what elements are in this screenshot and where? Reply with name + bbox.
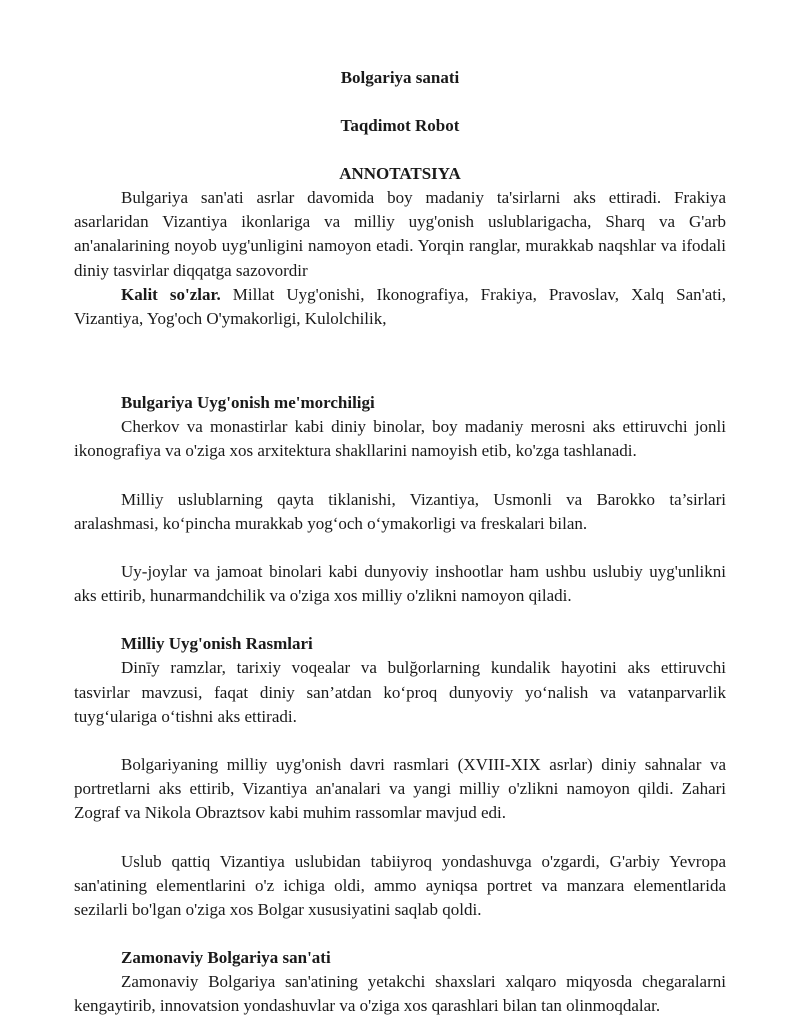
abstract-text: Bulgariya san'ati asrlar davomida boy madaniy ta'sirlarni aks ettiradi. Frakiya asarlaridan Vizantiya ikonlariga va milliy uyg'onish uslublarigacha, Sharq va G'arb an'analarining noyob uyg'unligini namoyon etadi. Yorqin ranglar, murakkab naqshlar va ifodali diniy tasvirlar diqqatga sazovordir — [74, 188, 726, 280]
section-heading-zamonaviy-sanat: Zamonaviy Bolgariya san'ati — [121, 948, 331, 968]
paragraph: Bolgariyaning milliy uyg'onish davri rasmlari (XVIII-XIX asrlar) diniy sahnalar va portretlarni aks ettirib, Vizantiya an'analari va yangi milliy o'zlikni namoyon qildi. Zahari Zograf va Nikola Obraztsov kabi muhim rassomlar mavjud edi. — [74, 755, 726, 823]
keywords-text: Millat Uyg'onishi, Ikonografiya, Frakiya, Pravoslav, Xalq San'ati, Vizantiya, Yog'och O'ymakorligi, Kulolchilik, — [74, 284, 726, 329]
paragraph: Zamonaviy Bolgariya san'atining yetakchi shaxslari xalqaro miqyosda chegaralarni kengaytirib, innovatsion yondashuvlar va o'ziga xos qarashlari bilan tan olinmoqdalar. — [74, 972, 726, 1016]
document-author: Taqdimot Robot — [340, 116, 460, 135]
paragraph: Dinīy ramzlar, tarixiy voqealar va bulğorlarning kundalik hayotini aks ettiruvchi tasvirlar mavzusi, faqat diniy san’atdan ko‘proq dunyoviy yo‘nalish va vatanparvarlik tuyg‘ulariga o‘tishni aks ettiradi. — [74, 658, 726, 726]
paragraph: Uslub qattiq Vizantiya uslubidan tabiiyroq yondashuvga o'zgardi, G'arbiy Yevropa san'atining elementlarini o'z ichiga oldi, ammo ayniqsa portret va manzara elementlarida sezilarli bo'lgan o'ziga xos Bolgar xususiyatini saqlab qoldi. — [74, 851, 726, 920]
abstract-heading: ANNOTATSIYA — [339, 164, 461, 183]
document-title: Bolgariya sanati — [340, 68, 460, 87]
paragraph: Cherkov va monastirlar kabi diniy binolar, boy madaniy merosni aks ettiruvchi jonli ikonografiya va o'ziga xos arxitektura shakllarini namoyish etib, ko'zga tashlanadi. — [74, 417, 726, 461]
paragraph: Milliy uslublarning qayta tiklanishi, Vizantiya, Usmonli va Barokko ta’sirlari aralashmasi, ko‘pincha murakkab yog‘och o‘ymakorligi va freskalari bilan. — [74, 489, 726, 533]
paragraph: Uy-joylar va jamoat binolari kabi dunyoviy inshootlar ham ushbu uslubiy uyg'unlikni aks ettirib, hunarmandchilik va o'ziga xos milliy o'zlikni namoyon qiladi. — [74, 562, 726, 606]
keywords-label: Kalit so'zlar. — [121, 284, 221, 304]
section-heading-milliy-uygonish-rasmlari: Milliy Uyg'onish Rasmlari — [121, 634, 313, 654]
keywords-paragraph — [74, 283, 726, 331]
section-heading-uygonish-memorchiligi: Bulgariya Uyg'onish me'morchiligi — [121, 393, 375, 413]
